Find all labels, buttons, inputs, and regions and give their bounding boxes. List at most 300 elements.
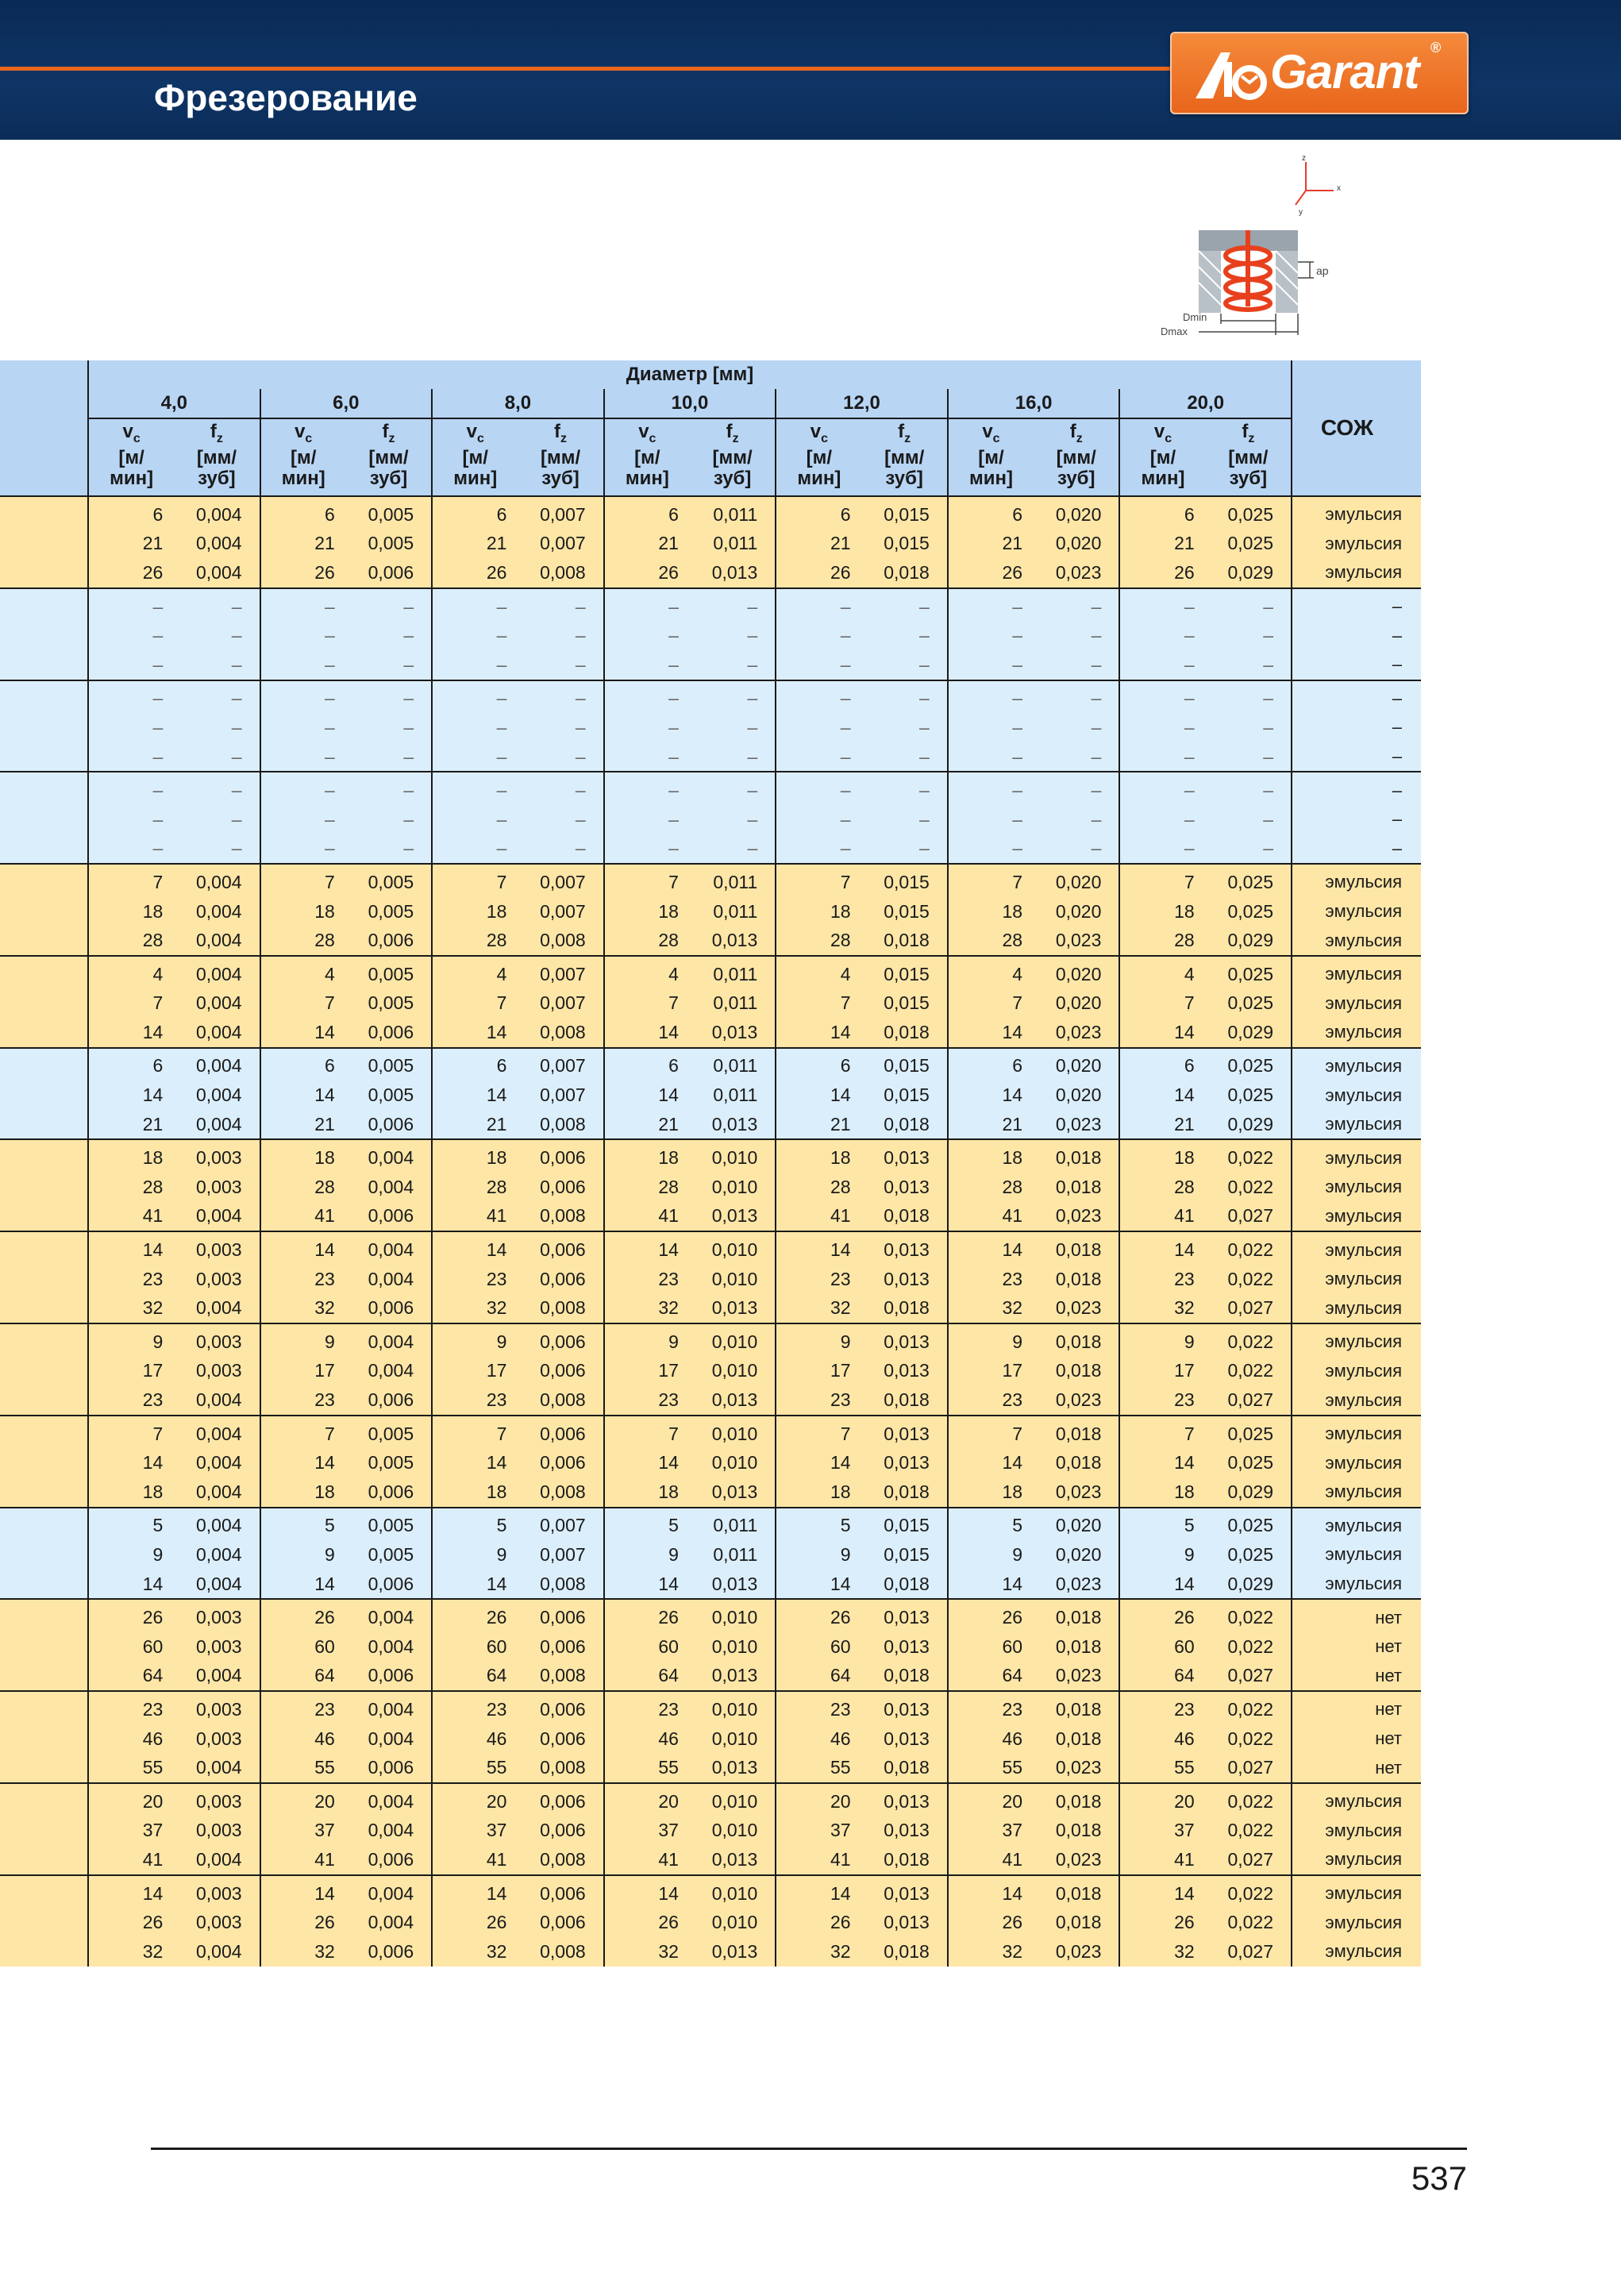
vc-cell: 21	[604, 1110, 690, 1140]
vc-symbol-sub: c	[305, 431, 313, 445]
vc-cell: 55	[432, 1753, 518, 1783]
fz-cell: 0,020	[1034, 1540, 1119, 1570]
coolant-cell: эмульсия	[1292, 1265, 1421, 1294]
coolant-cell: эмульсия	[1292, 1293, 1421, 1323]
fz-cell: 0,018	[1034, 1599, 1119, 1632]
vc-unit	[948, 448, 1034, 496]
header-row-symbols	[0, 418, 1421, 448]
coolant-cell: –	[1292, 680, 1421, 714]
dmin-label: Dmin	[1183, 311, 1207, 323]
diameter-value: 12,0	[776, 389, 948, 418]
vc-cell: 5	[776, 1508, 861, 1541]
vc-empty-cell: –	[948, 805, 1034, 834]
row-label-cell	[0, 1048, 88, 1081]
fz-cell: 0,003	[174, 1139, 260, 1173]
fz-cell: 0,004	[174, 897, 260, 926]
vc-cell: 14	[604, 1875, 690, 1909]
fz-symbol	[690, 418, 776, 448]
vc-cell: 14	[88, 1570, 174, 1600]
fz-cell: 0,011	[690, 1048, 776, 1081]
vc-cell: 14	[776, 1231, 861, 1265]
row-label-cell	[0, 1724, 88, 1754]
fz-cell: 0,004	[346, 1632, 432, 1662]
fz-cell: 0,010	[690, 1173, 776, 1202]
fz-empty-cell: –	[862, 805, 948, 834]
fz-cell: 0,018	[862, 1385, 948, 1416]
vc-unit	[604, 448, 690, 496]
fz-cell: 0,015	[862, 530, 948, 559]
fz-cell: 0,018	[1034, 1816, 1119, 1846]
vc-cell: 9	[776, 1323, 861, 1357]
vc-symbol-text: v	[1153, 421, 1165, 443]
vc-cell: 23	[432, 1265, 518, 1294]
fz-cell: 0,010	[690, 1448, 776, 1477]
vc-cell: 14	[260, 1081, 346, 1110]
fz-empty-cell: –	[1034, 805, 1119, 834]
fz-cell: 0,008	[518, 1937, 603, 1967]
fz-cell: 0,004	[174, 926, 260, 956]
row-label-cell	[0, 1816, 88, 1846]
fz-cell: 0,006	[518, 1416, 603, 1449]
table-row	[0, 1139, 1421, 1173]
vc-cell: 7	[948, 864, 1034, 897]
coolant-cell: эмульсия	[1292, 1540, 1421, 1570]
header-label-cell	[0, 360, 88, 496]
vc-cell: 18	[260, 1477, 346, 1508]
vc-empty-cell: –	[1119, 588, 1205, 622]
fz-symbol-sub: z	[904, 431, 911, 445]
fz-empty-cell: –	[518, 713, 603, 742]
fz-cell: 0,006	[346, 1202, 432, 1232]
fz-unit	[862, 448, 948, 496]
diameter-value: 4,0	[88, 389, 260, 418]
vc-cell: 23	[432, 1385, 518, 1416]
fz-cell: 0,013	[862, 1416, 948, 1449]
vc-cell: 9	[604, 1540, 690, 1570]
vc-cell: 23	[88, 1265, 174, 1294]
vc-cell: 55	[1119, 1753, 1205, 1783]
fz-cell: 0,007	[518, 897, 603, 926]
fz-cell: 0,006	[518, 1783, 603, 1816]
vc-cell: 14	[1119, 1875, 1205, 1909]
fz-empty-cell: –	[346, 742, 432, 772]
table-row	[0, 864, 1421, 897]
vc-cell: 20	[604, 1783, 690, 1816]
vc-cell: 9	[88, 1540, 174, 1570]
vc-symbol-sub: c	[476, 431, 484, 445]
fz-cell: 0,013	[862, 1599, 948, 1632]
vc-cell: 37	[260, 1816, 346, 1846]
coolant-cell: эмульсия	[1292, 1357, 1421, 1386]
fz-empty-cell: –	[346, 834, 432, 865]
page-number: 537	[1411, 2159, 1467, 2197]
fz-cell: 0,006	[346, 926, 432, 956]
logo-text: Garant	[1270, 45, 1419, 98]
coolant-cell: –	[1292, 713, 1421, 742]
fz-cell: 0,010	[690, 1783, 776, 1816]
vc-empty-cell: –	[604, 621, 690, 650]
vc-empty-cell: –	[88, 680, 174, 714]
vc-cell: 23	[88, 1385, 174, 1416]
fz-cell: 0,015	[862, 897, 948, 926]
fz-cell: 0,029	[1206, 1477, 1292, 1508]
fz-empty-cell: –	[1206, 621, 1292, 650]
fz-cell: 0,004	[346, 1357, 432, 1386]
vc-cell: 23	[260, 1691, 346, 1724]
fz-cell: 0,010	[690, 1265, 776, 1294]
fz-cell: 0,005	[346, 1508, 432, 1541]
fz-symbol	[1206, 418, 1292, 448]
fz-empty-cell: –	[1034, 772, 1119, 805]
vc-cell: 28	[88, 926, 174, 956]
vc-empty-cell: –	[604, 772, 690, 805]
fz-empty-cell: –	[518, 621, 603, 650]
fz-cell: 0,004	[174, 1018, 260, 1048]
vc-cell: 46	[776, 1724, 861, 1754]
fz-cell: 0,013	[862, 1265, 948, 1294]
vc-cell: 26	[776, 1599, 861, 1632]
fz-cell: 0,018	[1034, 1323, 1119, 1357]
fz-cell: 0,022	[1206, 1691, 1292, 1724]
fz-cell: 0,007	[518, 1540, 603, 1570]
vc-cell: 41	[88, 1845, 174, 1875]
fz-cell: 0,004	[174, 1570, 260, 1600]
fz-cell: 0,003	[174, 1231, 260, 1265]
vc-empty-cell: –	[260, 621, 346, 650]
fz-cell: 0,013	[690, 1293, 776, 1323]
vc-cell: 64	[604, 1662, 690, 1692]
vc-cell: 23	[1119, 1691, 1205, 1724]
vc-empty-cell: –	[776, 805, 861, 834]
table-row	[0, 1265, 1421, 1294]
coolant-cell: эмульсия	[1292, 864, 1421, 897]
vc-cell: 28	[432, 926, 518, 956]
vc-empty-cell: –	[1119, 834, 1205, 865]
fz-cell: 0,007	[518, 1081, 603, 1110]
vc-cell: 23	[260, 1385, 346, 1416]
fz-cell: 0,011	[690, 1540, 776, 1570]
vc-cell: 64	[948, 1662, 1034, 1692]
fz-cell: 0,004	[346, 1139, 432, 1173]
fz-cell: 0,013	[862, 1816, 948, 1846]
fz-cell: 0,020	[1034, 1081, 1119, 1110]
fz-cell: 0,011	[690, 864, 776, 897]
fz-cell: 0,025	[1206, 1416, 1292, 1449]
vc-cell: 28	[948, 1173, 1034, 1202]
vc-empty-cell: –	[260, 742, 346, 772]
fz-symbol	[518, 418, 603, 448]
fz-empty-cell: –	[346, 588, 432, 622]
vc-cell: 46	[1119, 1724, 1205, 1754]
fz-symbol-sub: z	[216, 431, 223, 445]
vc-cell: 37	[88, 1816, 174, 1846]
vc-cell: 32	[1119, 1293, 1205, 1323]
fz-cell: 0,015	[862, 956, 948, 989]
vc-empty-cell: –	[604, 834, 690, 865]
vc-cell: 28	[1119, 1173, 1205, 1202]
vc-empty-cell: –	[776, 588, 861, 622]
fz-unit-line2: зуб]	[1229, 468, 1268, 489]
fz-cell: 0,013	[862, 1691, 948, 1724]
vc-symbol	[604, 418, 690, 448]
vc-cell: 26	[1119, 1599, 1205, 1632]
diameter-label: Диаметр [мм]	[88, 360, 1292, 389]
vc-symbol-text: v	[810, 421, 822, 443]
coolant-cell: эмульсия	[1292, 1416, 1421, 1449]
coolant-cell: нет	[1292, 1691, 1421, 1724]
fz-cell: 0,004	[174, 1477, 260, 1508]
vc-cell: 21	[776, 530, 861, 559]
vc-empty-cell: –	[432, 650, 518, 680]
row-label-cell	[0, 805, 88, 834]
table-row	[0, 805, 1421, 834]
fz-cell: 0,022	[1206, 1173, 1292, 1202]
vc-cell: 26	[88, 1599, 174, 1632]
fz-cell: 0,025	[1206, 897, 1292, 926]
fz-cell: 0,018	[862, 1570, 948, 1600]
fz-cell: 0,010	[690, 1323, 776, 1357]
table-row	[0, 1018, 1421, 1048]
vc-empty-cell: –	[88, 621, 174, 650]
coolant-cell: нет	[1292, 1599, 1421, 1632]
fz-cell: 0,013	[862, 1357, 948, 1386]
vc-cell: 23	[948, 1265, 1034, 1294]
row-label-cell	[0, 1599, 88, 1632]
vc-cell: 26	[260, 558, 346, 588]
table-row	[0, 1570, 1421, 1600]
vc-empty-cell: –	[1119, 742, 1205, 772]
vc-cell: 41	[776, 1845, 861, 1875]
vc-cell: 7	[604, 864, 690, 897]
fz-cell: 0,023	[1034, 558, 1119, 588]
vc-cell: 18	[432, 1139, 518, 1173]
fz-cell: 0,013	[690, 1477, 776, 1508]
vc-cell: 7	[948, 1416, 1034, 1449]
cutting-data-table	[0, 360, 1421, 1967]
vc-cell: 46	[948, 1724, 1034, 1754]
vc-cell: 14	[1119, 1448, 1205, 1477]
vc-empty-cell: –	[604, 805, 690, 834]
fz-unit-line2: зуб]	[713, 468, 752, 489]
table-row	[0, 1508, 1421, 1541]
vc-symbol	[776, 418, 861, 448]
vc-cell: 14	[88, 1448, 174, 1477]
vc-cell: 6	[604, 496, 690, 530]
fz-cell: 0,027	[1206, 1662, 1292, 1692]
fz-cell: 0,025	[1206, 530, 1292, 559]
fz-cell: 0,006	[346, 1662, 432, 1692]
vc-empty-cell: –	[260, 834, 346, 865]
vc-unit	[1119, 448, 1205, 496]
row-label-cell	[0, 1632, 88, 1662]
fz-cell: 0,023	[1034, 1110, 1119, 1140]
fz-symbol-text: f	[554, 421, 561, 443]
row-label-cell	[0, 1875, 88, 1909]
vc-cell: 17	[432, 1357, 518, 1386]
fz-cell: 0,006	[518, 1448, 603, 1477]
table-row	[0, 897, 1421, 926]
fz-cell: 0,022	[1206, 1632, 1292, 1662]
vc-empty-cell: –	[432, 588, 518, 622]
fz-symbol-sub: z	[388, 431, 395, 445]
axis-y-label: y	[1299, 208, 1303, 217]
vc-cell: 55	[948, 1753, 1034, 1783]
fz-cell: 0,007	[518, 956, 603, 989]
vc-cell: 18	[1119, 1477, 1205, 1508]
fz-empty-cell: –	[690, 650, 776, 680]
vc-cell: 18	[604, 897, 690, 926]
fz-cell: 0,005	[346, 1416, 432, 1449]
fz-cell: 0,004	[174, 989, 260, 1019]
coolant-cell: –	[1292, 621, 1421, 650]
coolant-cell: эмульсия	[1292, 1783, 1421, 1816]
fz-cell: 0,004	[174, 1937, 260, 1967]
fz-cell: 0,029	[1206, 1570, 1292, 1600]
vc-cell: 14	[260, 1231, 346, 1265]
row-label-cell	[0, 650, 88, 680]
fz-empty-cell: –	[1034, 621, 1119, 650]
coolant-cell: –	[1292, 772, 1421, 805]
vc-empty-cell: –	[1119, 713, 1205, 742]
vc-cell: 9	[1119, 1540, 1205, 1570]
fz-symbol-text: f	[726, 421, 733, 443]
vc-cell: 14	[1119, 1081, 1205, 1110]
row-label-cell	[0, 956, 88, 989]
fz-symbol	[862, 418, 948, 448]
fz-cell: 0,004	[346, 1875, 432, 1909]
fz-cell: 0,023	[1034, 1845, 1119, 1875]
table-row	[0, 1323, 1421, 1357]
fz-cell: 0,006	[346, 1570, 432, 1600]
coolant-cell: эмульсия	[1292, 1908, 1421, 1937]
coolant-cell: эмульсия	[1292, 1937, 1421, 1967]
vc-empty-cell: –	[88, 713, 174, 742]
vc-cell: 14	[432, 1018, 518, 1048]
coolant-cell: эмульсия	[1292, 989, 1421, 1019]
table-row	[0, 1110, 1421, 1140]
vc-cell: 14	[88, 1875, 174, 1909]
fz-cell: 0,007	[518, 496, 603, 530]
vc-cell: 17	[88, 1357, 174, 1386]
vc-cell: 32	[776, 1937, 861, 1967]
fz-cell: 0,018	[862, 558, 948, 588]
row-label-cell	[0, 1570, 88, 1600]
fz-cell: 0,013	[690, 1385, 776, 1416]
vc-cell: 14	[604, 1081, 690, 1110]
fz-empty-cell: –	[518, 650, 603, 680]
table-row	[0, 1908, 1421, 1937]
fz-unit-line1: [мм/	[196, 448, 237, 468]
vc-cell: 6	[776, 496, 861, 530]
vc-cell: 26	[604, 1599, 690, 1632]
vc-empty-cell: –	[260, 588, 346, 622]
coolant-cell: эмульсия	[1292, 1448, 1421, 1477]
fz-cell: 0,007	[518, 989, 603, 1019]
vc-cell: 9	[260, 1323, 346, 1357]
vc-cell: 21	[260, 530, 346, 559]
fz-cell: 0,011	[690, 956, 776, 989]
vc-cell: 5	[88, 1508, 174, 1541]
vc-cell: 23	[776, 1265, 861, 1294]
fz-cell: 0,025	[1206, 496, 1292, 530]
vc-cell: 7	[948, 989, 1034, 1019]
vc-empty-cell: –	[88, 742, 174, 772]
vc-empty-cell: –	[776, 742, 861, 772]
fz-empty-cell: –	[1206, 805, 1292, 834]
ap-label: ap	[1316, 264, 1329, 277]
fz-cell: 0,023	[1034, 1202, 1119, 1232]
fz-cell: 0,005	[346, 530, 432, 559]
fz-cell: 0,027	[1206, 1937, 1292, 1967]
fz-cell: 0,013	[862, 1875, 948, 1909]
row-label-cell	[0, 1783, 88, 1816]
vc-cell: 32	[432, 1293, 518, 1323]
fz-empty-cell: –	[174, 680, 260, 714]
vc-cell: 18	[604, 1139, 690, 1173]
row-label-cell	[0, 621, 88, 650]
row-label-cell	[0, 1231, 88, 1265]
vc-cell: 14	[432, 1570, 518, 1600]
fz-unit-line1: [мм/	[712, 448, 753, 468]
fz-cell: 0,003	[174, 1816, 260, 1846]
vc-cell: 26	[1119, 558, 1205, 588]
fz-cell: 0,018	[862, 1753, 948, 1783]
vc-cell: 18	[948, 1477, 1034, 1508]
vc-cell: 60	[88, 1632, 174, 1662]
fz-cell: 0,018	[1034, 1448, 1119, 1477]
coolant-cell: –	[1292, 805, 1421, 834]
row-label-cell	[0, 1139, 88, 1173]
fz-cell: 0,006	[346, 558, 432, 588]
fz-symbol	[174, 418, 260, 448]
vc-cell: 6	[88, 496, 174, 530]
vc-cell: 7	[432, 1416, 518, 1449]
vc-empty-cell: –	[776, 713, 861, 742]
fz-empty-cell: –	[862, 650, 948, 680]
vc-cell: 26	[776, 1908, 861, 1937]
vc-unit-line1: [м/	[978, 448, 1004, 468]
fz-cell: 0,023	[1034, 1477, 1119, 1508]
vc-cell: 23	[1119, 1385, 1205, 1416]
vc-cell: 18	[260, 897, 346, 926]
vc-cell: 18	[88, 1139, 174, 1173]
fz-cell: 0,013	[690, 558, 776, 588]
vc-empty-cell: –	[88, 588, 174, 622]
vc-cell: 32	[1119, 1937, 1205, 1967]
vc-cell: 14	[432, 1448, 518, 1477]
fz-cell: 0,010	[690, 1691, 776, 1724]
vc-cell: 4	[432, 956, 518, 989]
vc-cell: 9	[88, 1323, 174, 1357]
fz-cell: 0,018	[1034, 1875, 1119, 1909]
vc-empty-cell: –	[604, 650, 690, 680]
fz-cell: 0,013	[690, 1110, 776, 1140]
table-row	[0, 834, 1421, 865]
vc-cell: 17	[948, 1357, 1034, 1386]
fz-cell: 0,015	[862, 496, 948, 530]
vc-cell: 26	[260, 1599, 346, 1632]
vc-unit-line2: мин]	[797, 468, 841, 489]
fz-cell: 0,013	[690, 1018, 776, 1048]
vc-empty-cell: –	[432, 742, 518, 772]
vc-empty-cell: –	[260, 650, 346, 680]
coolant-cell: эмульсия	[1292, 1875, 1421, 1909]
vc-cell: 28	[260, 926, 346, 956]
vc-cell: 55	[260, 1753, 346, 1783]
fz-cell: 0,004	[346, 1231, 432, 1265]
vc-symbol	[432, 418, 518, 448]
vc-cell: 28	[432, 1173, 518, 1202]
